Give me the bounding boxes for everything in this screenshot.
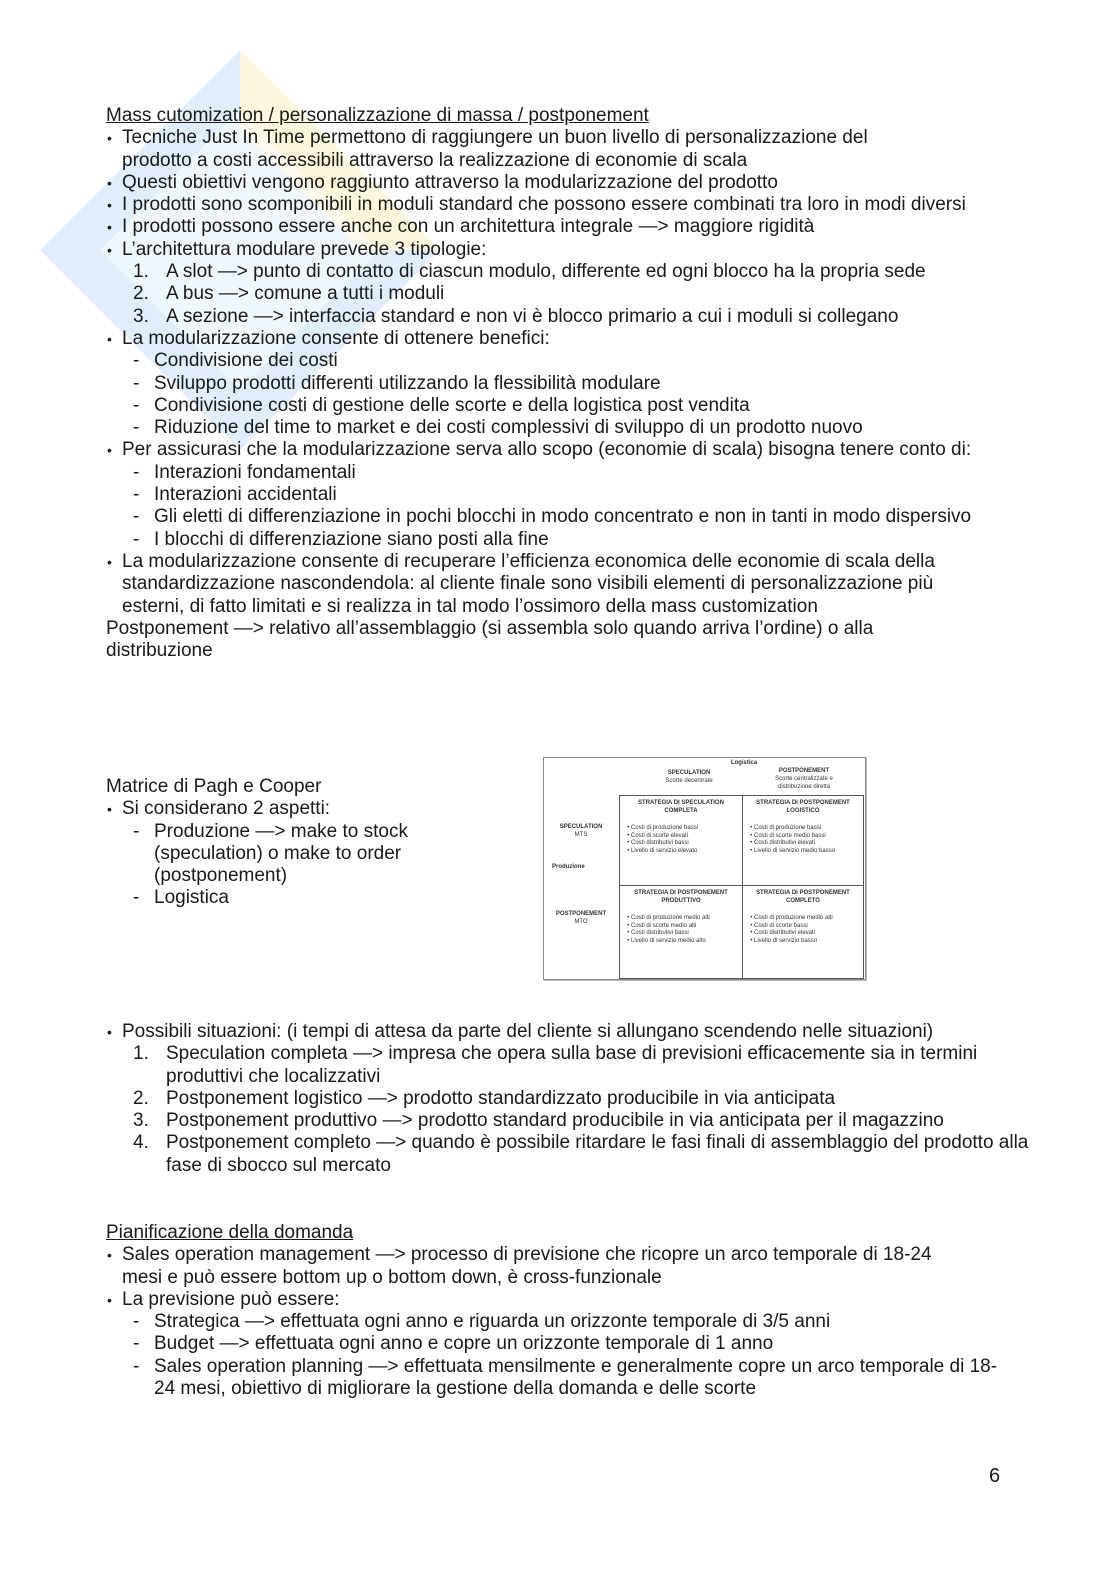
item-text: Postponement logistico —> prodotto standardizzato producibile in via anticipata xyxy=(166,1087,836,1109)
dash-item: - Sviluppo prodotti differenti utilizzando la flessibilità modulare xyxy=(106,373,1006,395)
cell-title: STRATEGIA DI POSTPONEMENT PRODUTTIVO xyxy=(634,890,728,904)
bullet: • I prodotti possono essere anche con un architettura integrale —> maggiore rigidità xyxy=(106,216,1006,238)
cell-item: • Costi distributivi bassi xyxy=(631,840,739,848)
cell-item: • Costi di produzione medio alti xyxy=(754,915,860,923)
matrix-col2-sub: Scorte centralizzate e distribuzione diretta xyxy=(775,776,833,790)
cell-item: • Costi di produzione medio alti xyxy=(631,915,739,923)
numbered-item xyxy=(106,1088,1006,1110)
matrix-cell xyxy=(742,795,864,886)
matrix-logistics-label: Logistica xyxy=(730,760,758,766)
bullet: • La previsione può essere: xyxy=(106,1289,1006,1311)
item-number: 3. xyxy=(133,305,149,327)
numbered-item xyxy=(106,1043,986,1088)
numbered-item xyxy=(106,283,1006,305)
dash-item: - Gli eletti di differenziazione in pochi blocchi in modo concentrato e non in tanti in modo dispersivo xyxy=(106,506,1004,528)
matrix-cell xyxy=(619,885,743,979)
item-text: Speculation completa —> impresa che opera sulla base di previsioni efficacemente sia in termini produttivi che localizzativi xyxy=(166,1043,978,1087)
item-text: A bus —> comune a tutti i moduli xyxy=(166,283,445,305)
bullet: • Per assicurasi che la modularizzazione serva allo scopo (economie di scala) bisogna tenere conto di: xyxy=(106,439,972,461)
cell-item: • Costi di scorte medio bassi xyxy=(754,833,860,841)
pagh-cooper-matrix-image xyxy=(543,757,866,980)
section-situazioni xyxy=(106,1021,1029,1177)
matrix-row2: POSTPONEMENT xyxy=(555,911,607,917)
matrix-row-label: Produzione xyxy=(552,864,585,870)
cell-item: • Costi di scorte medio alti xyxy=(631,923,739,931)
page-number: 6 xyxy=(989,1465,1001,1487)
section-matrice xyxy=(106,776,446,910)
bullet: • La modularizzazione consente di ottenere benefici: xyxy=(106,328,1006,350)
cell-item: • Livello di servizio medio alto xyxy=(631,938,739,946)
paragraph: Postponement —> relativo all’assemblaggio (si assembla solo quando arriva l’ordine) o alla distribuzione xyxy=(106,617,874,662)
dash-item: - Interazioni fondamentali xyxy=(106,462,1006,484)
item-text: A sezione —> interfaccia standard e non vi è blocco primario a cui i moduli si collegano xyxy=(166,305,899,327)
item-number: 2. xyxy=(133,283,149,305)
dash-item: - I blocchi di differenziazione siano posti alla fine xyxy=(106,529,1006,551)
matrix-col1-sub: Scorte decentrate xyxy=(665,778,713,784)
dash-item: - Riduzione del time to market e dei costi complessivi di sviluppo di un prodotto nuovo xyxy=(106,417,1006,439)
heading: Pianificazione della domanda xyxy=(106,1222,354,1243)
matrix-col2: POSTPONEMENT xyxy=(778,768,830,774)
cell-item: • Costi distributivi elevati xyxy=(754,930,860,938)
item-text: Postponement produttivo —> prodotto standard producibile in via anticipata per il magazzino xyxy=(166,1110,944,1132)
dash-item: - Budget —> effettuata ogni anno e copre un orizzonte temporale di 1 anno xyxy=(106,1333,1006,1355)
cell-item: • Costi di scorte bassi xyxy=(754,923,860,931)
cell-title: STRATEGIA DI POSTPONEMENT LOGISTICO xyxy=(756,800,850,814)
dash-item: - Interazioni accidentali xyxy=(106,484,1006,506)
bullet: • Si considerano 2 aspetti: xyxy=(106,798,446,820)
bullet: • L’architettura modulare prevede 3 tipologie: xyxy=(106,239,1006,261)
bullet: • Possibili situazioni: (i tempi di attesa da parte del cliente si allungano scendendo nelle situazioni) xyxy=(106,1021,1006,1043)
matrix-row1: SPECULATION xyxy=(559,824,603,830)
matrix-cell xyxy=(619,795,743,886)
numbered-item xyxy=(106,1110,976,1132)
heading: Mass cutomization / personalizzazione di massa / postponement xyxy=(106,105,649,126)
numbered-item xyxy=(106,261,1006,283)
numbered-item xyxy=(106,1132,1046,1177)
heading: Matrice di Pagh e Cooper xyxy=(106,776,322,797)
cell-item: • Livello di servizio elevato xyxy=(631,848,739,856)
dash-item: - Logistica xyxy=(106,887,446,909)
cell-item: • Costi distributivi bassi xyxy=(631,930,739,938)
cell-item: • Costi di produzione bassi xyxy=(754,825,860,833)
cell-item: • Livello di servizio medio basso xyxy=(754,848,860,856)
dash-item: - Condivisione dei costi xyxy=(106,350,1006,372)
matrix-row2-sub: MTO xyxy=(574,919,588,925)
cell-item: • Costi distributivi elevati xyxy=(754,840,860,848)
bullet: • I prodotti sono scomponibili in moduli standard che possono essere combinati tra loro in modi diversi xyxy=(106,194,997,216)
item-number: 3. xyxy=(133,1110,149,1132)
bullet: • Tecniche Just In Time permettono di raggiungere un buon livello di personalizzazione del prodotto a costi accessibili attraverso la realizzazione di economie di scala xyxy=(106,127,942,172)
bullet: • La modularizzazione consente di recuperare l’efficienza economica delle economie di scala della standardizzazione nascondendola: al cliente finale sono visibili elementi di personalizzazione più esterni, di fatto limitati e si realizza in tal modo l’ossimoro della mass customization xyxy=(106,551,972,618)
numbered-item xyxy=(106,306,1006,328)
matrix-row1-sub: MTS xyxy=(574,832,588,838)
cell-item: • Livello di servizio basso xyxy=(754,938,860,946)
cell-item: • Costi di produzione bassi xyxy=(631,825,739,833)
cell-title: STRATEGIA DI SPECULATION COMPLETA xyxy=(638,800,724,814)
item-number: 2. xyxy=(133,1087,149,1109)
item-text: Postponement completo —> quando è possibile ritardare le fasi finali di assemblaggio del prodotto alla fase di sbocco sul mercato xyxy=(166,1132,1029,1176)
bullet: • Sales operation management —> processo di previsione che ricopre un arco temporale di 18-24 mesi e può essere bottom up o bottom down, è cross-funzionale xyxy=(106,1244,962,1289)
bullet: • Questi obiettivi vengono raggiunto attraverso la modularizzazione del prodotto xyxy=(106,172,1006,194)
matrix-col1: SPECULATION xyxy=(667,770,711,776)
cell-title: STRATEGIA DI POSTPONEMENT COMPLETO xyxy=(756,890,850,904)
dash-item: - Condivisione costi di gestione delle scorte e della logistica post vendita xyxy=(106,395,1006,417)
dash-item: - Strategica —> effettuata ogni anno e riguarda un orizzonte temporale di 3/5 anni xyxy=(106,1311,1006,1333)
item-number: 1. xyxy=(133,1043,149,1065)
item-text: A slot —> punto di contatto di ciascun modulo, differente ed ogni blocco ha la propria sede xyxy=(166,261,926,283)
matrix-cell xyxy=(742,885,864,979)
dash-item: - Sales operation planning —> effettuata mensilmente e generalmente copre un arco temporale di 18-24 mesi, obiettivo di migliorare la gestione della domanda e delle scorte xyxy=(106,1356,1014,1401)
dash-item: - Produzione —> make to stock (speculation) o make to order (postponement) xyxy=(106,821,446,888)
section-pianificazione xyxy=(106,1222,1006,1400)
cell-item: • Costi di scorte elevati xyxy=(631,833,739,841)
item-number: 1. xyxy=(133,261,149,283)
section-mass-customization xyxy=(106,105,1006,662)
item-number: 4. xyxy=(133,1132,149,1154)
